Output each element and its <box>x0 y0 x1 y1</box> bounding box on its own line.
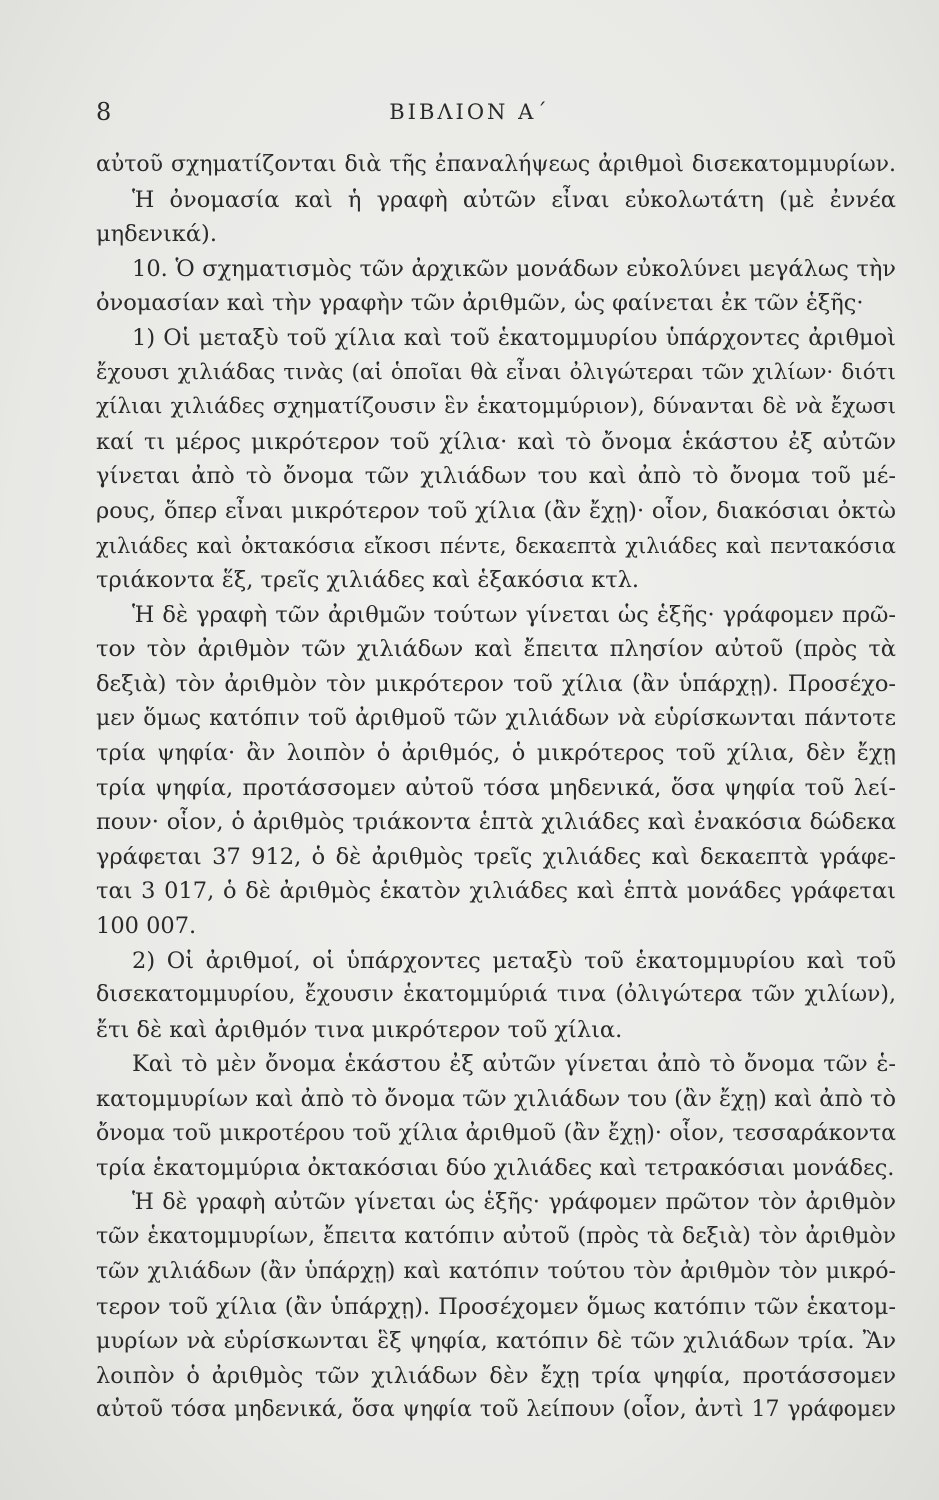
running-title: ΒΙΒΛΙΟΝ Α΄ <box>389 100 550 124</box>
text-line: μεν ὅμως κατόπιν τοῦ ἀριθμοῦ τῶν χιλιάδων νὰ εὑρίσκωνται πάντοτε <box>96 705 896 731</box>
page-number: 8 <box>96 98 112 126</box>
body-text <box>96 148 896 1428</box>
text-line: δεξιὰ) τὸν ἀριθμὸν τὸν μικρότερον τοῦ χίλια (ἂν ὑπάρχῃ). Προσέχο- <box>96 670 896 697</box>
text-line: τρία ψηφία· ἂν λοιπὸν ὁ ἀριθμός, ὁ μικρότερος τοῦ χίλια, δὲν ἔχῃ <box>96 740 896 767</box>
text-line: μυρίων νὰ εὑρίσκωνται ἓξ ψηφία, κατόπιν δὲ τῶν χιλιάδων τρία. Ἂν <box>96 1328 896 1355</box>
page-header <box>0 98 939 132</box>
text-line: ἔχουσι χιλιάδας τινὰς (αἱ ὁποῖαι θὰ εἶναι ὀλιγώτεραι τῶν χιλίων· διότι <box>96 359 896 385</box>
text-line: τῶν ἑκατομμυρίων, ἔπειτα κατόπιν αὐτοῦ (πρὸς τὰ δεξιὰ) τὸν ἀριθμὸν <box>96 1224 896 1250</box>
text-line: τερον τοῦ χίλια (ἂν ὑπάρχῃ). Προσέχομεν ὅμως κατόπιν τῶν ἑκατομ- <box>96 1293 896 1320</box>
text-line: γράφεται 37 912, ὁ δὲ ἀριθμὸς τρεῖς χιλιάδες καὶ δεκαεπτὰ γράφε- <box>96 843 896 870</box>
text-line: 2) Οἱ ἀριθμοί, οἱ ὑπάρχοντες μεταξὺ τοῦ ἑκατομμυρίου καὶ τοῦ <box>132 947 896 974</box>
text-line: ται 3 017, ὁ δὲ ἀριθμὸς ἑκατὸν χιλιάδες καὶ ἑπτὰ μονάδες γράφεται <box>96 878 896 905</box>
text-line: ὀνομασίαν καὶ τὴν γραφὴν τῶν ἀριθμῶν, ὡς φαίνεται ἐκ τῶν ἑξῆς· <box>96 290 864 317</box>
text-line: καί τι μέρος μικρότερον τοῦ χίλια· καὶ τὸ ὄνομα ἑκάστου ἐξ αὐτῶν <box>96 428 896 455</box>
text-line: αὐτοῦ σχηματίζονται διὰ τῆς ἐπαναλήψεως ἀριθμοὶ δισεκατομμυρίων. <box>96 152 896 177</box>
text-line: μηδενικά). <box>96 221 217 248</box>
text-line: κατομμυρίων καὶ ἀπὸ τὸ ὄνομα τῶν χιλιάδων του (ἂν ἔχῃ) καὶ ἀπὸ τὸ <box>96 1086 896 1113</box>
text-line: 1) Οἱ μεταξὺ τοῦ χίλια καὶ τοῦ ἑκατομμυρίου ὑπάρχοντες ἀριθμοὶ <box>132 324 896 351</box>
text-line: χίλιαι χιλιάδες σχηματίζουσιν ἓν ἑκατομμύριον), δύνανται δὲ νὰ ἔχωσι <box>96 394 896 420</box>
text-line: Ἡ ὀνομασία καὶ ἡ γραφὴ αὐτῶν εἶναι εὐκολωτάτη (μὲ ἐννέα <box>132 186 896 213</box>
text-line: Ἡ δὲ γραφὴ αὐτῶν γίνεται ὡς ἑξῆς· γράφομεν πρῶτον τὸν ἀριθμὸν <box>132 1189 896 1215</box>
text-line: λοιπὸν ὁ ἀριθμὸς τῶν χιλιάδων δὲν ἔχῃ τρία ψηφία, προτάσσομεν <box>96 1362 896 1389</box>
text-line: πουν· οἷον, ὁ ἀριθμὸς τριάκοντα ἑπτὰ χιλιάδες καὶ ἐνακόσια δώδεκα <box>96 809 896 836</box>
text-line: δισεκατομμυρίου, ἔχουσιν ἑκατομμύριά τινα (ὀλιγώτερα τῶν χιλίων), <box>96 982 896 1008</box>
text-line: τρία ψηφία, προτάσσομεν αὐτοῦ τόσα μηδενικά, ὅσα ψηφία τοῦ λεί- <box>96 774 896 801</box>
text-line: τριάκοντα ἕξ, τρεῖς χιλιάδες καὶ ἑξακόσια κτλ. <box>96 567 640 594</box>
text-line: 100 007. <box>96 913 197 940</box>
text-line: τον τὸν ἀριθμὸν τῶν χιλιάδων καὶ ἔπειτα πλησίον αὐτοῦ (πρὸς τὰ <box>96 636 896 663</box>
text-line: Ἡ δὲ γραφὴ τῶν ἀριθμῶν τούτων γίνεται ὡς ἑξῆς· γράφομεν πρῶ- <box>132 601 896 628</box>
text-line: ἔτι δὲ καὶ ἀριθμόν τινα μικρότερον τοῦ χίλια. <box>96 1016 623 1043</box>
text-line: γίνεται ἀπὸ τὸ ὄνομα τῶν χιλιάδων του καὶ ἀπὸ τὸ ὄνομα τοῦ μέ- <box>96 463 896 490</box>
text-line: τρία ἑκατομμύρια ὀκτακόσιαι δύο χιλιάδες καὶ τετρακόσιαι μονάδες. <box>96 1155 895 1182</box>
text-line: ρους, ὅπερ εἶναι μικρότερον τοῦ χίλια (ἂν ἔχῃ)· οἷον, διακόσιαι ὀκτὼ <box>96 497 896 524</box>
text-line: τῶν χιλιάδων (ἂν ὑπάρχῃ) καὶ κατόπιν τούτου τὸν ἀριθμὸν τὸν μικρό- <box>96 1259 896 1284</box>
text-line: Καὶ τὸ μὲν ὄνομα ἑκάστου ἐξ αὐτῶν γίνεται ἀπὸ τὸ ὄνομα τῶν ἑ- <box>132 1051 896 1078</box>
text-line: χιλιάδες καὶ ὀκτακόσια εἴκοσι πέντε, δεκαεπτὰ χιλιάδες καὶ πεντακόσια <box>96 533 896 558</box>
text-line: 10. Ὁ σχηματισμὸς τῶν ἀρχικῶν μονάδων εὐκολύνει μεγάλως τὴν <box>132 255 896 282</box>
text-line: αὐτοῦ τόσα μηδενικά, ὅσα ψηφία τοῦ λείπουν (οἷον, ἀντὶ 17 γράφομεν <box>96 1397 896 1423</box>
text-line: ὄνομα τοῦ μικροτέρου τοῦ χίλια ἀριθμοῦ (ἂν ἔχῃ)· οἷον, τεσσαράκοντα <box>96 1120 896 1146</box>
